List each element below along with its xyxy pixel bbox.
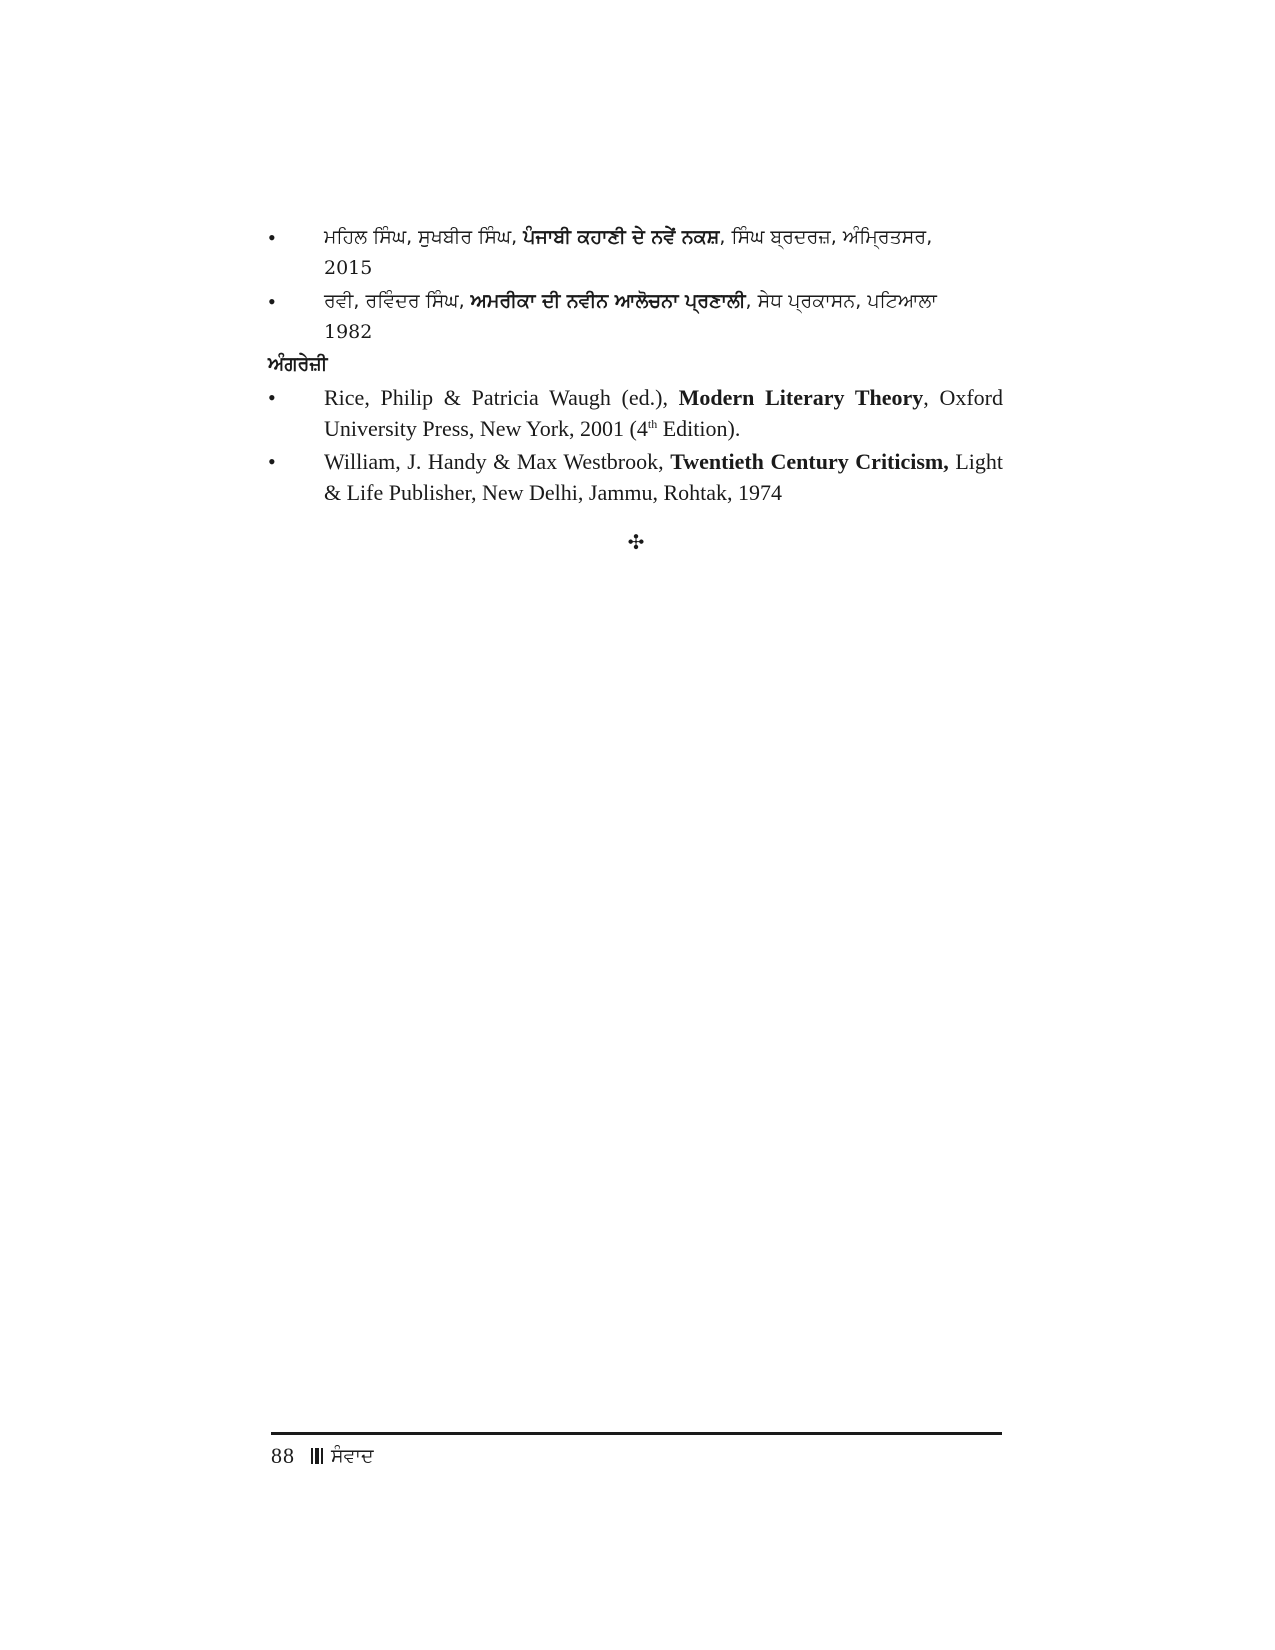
section-heading-english: ਅੰਗਰੇਜ਼ੀ bbox=[268, 353, 328, 375]
reference-authors: ਮਹਿਲ ਸਿੰਘ, ਸੁਖਬੀਰ ਸਿੰਘ, bbox=[324, 226, 524, 248]
reference-list bbox=[268, 222, 1003, 510]
bullet-marker: • bbox=[268, 225, 276, 250]
footer-rule bbox=[271, 1432, 1002, 1435]
ornament-icon: ✣ bbox=[627, 530, 645, 554]
reference-authors: Rice, Philip & Patricia Waugh (ed.), bbox=[324, 385, 679, 410]
reference-year: 2015 bbox=[324, 257, 373, 279]
reference-tail: Edition). bbox=[657, 416, 741, 441]
reference-item-english-2 bbox=[268, 446, 1003, 508]
bullet-marker: • bbox=[268, 449, 276, 474]
reference-text bbox=[324, 222, 1003, 284]
reference-text bbox=[324, 382, 1003, 444]
reference-authors: William, J. Handy & Max Westbrook, bbox=[324, 449, 671, 474]
reference-publisher: Light & Life Publisher, New Delhi, Jammu, Rohtak, 1974 bbox=[324, 449, 1004, 505]
reference-item-punjabi-2 bbox=[268, 286, 1003, 348]
page-footer bbox=[271, 1441, 374, 1471]
reference-title: ਪੰਜਾਬੀ ਕਹਾਣੀ ਦੇ ਨਵੇਂ ਨਕਸ਼ bbox=[523, 226, 720, 248]
reference-text bbox=[324, 286, 1003, 348]
reference-item-punjabi-1 bbox=[268, 222, 1003, 284]
reference-publisher: , ਸਿੰਘ ਬ੍ਰਦਰਜ਼, ਅੰਮ੍ਰਿਤਸਰ, bbox=[719, 226, 933, 248]
reference-text bbox=[324, 446, 1003, 508]
page-number: 88 bbox=[271, 1443, 295, 1468]
reference-title: Twentieth Century Criticism, bbox=[670, 449, 949, 474]
bullet-marker: • bbox=[268, 385, 276, 410]
reference-publisher: , ਸੇਧ ਪ੍ਰਕਾਸਨ, ਪਟਿਆਲਾ bbox=[745, 290, 937, 312]
bullet-marker: • bbox=[268, 289, 276, 314]
journal-name: ਸੰਵਾਦ bbox=[331, 1445, 374, 1467]
reference-item-english-1 bbox=[268, 382, 1003, 444]
reference-title: Modern Literary Theory bbox=[678, 385, 924, 410]
reference-authors: ਰਵੀ, ਰਵਿੰਦਰ ਸਿੰਘ, bbox=[324, 290, 471, 312]
edition-superscript: th bbox=[647, 417, 658, 431]
reference-year: 1982 bbox=[324, 321, 373, 343]
reference-title: ਅਮਰੀਕਾ ਦੀ ਨਵੀਨ ਆਲੋਚਨਾ ਪ੍ਰਣਾਲੀ bbox=[470, 290, 746, 312]
bars-icon bbox=[311, 1448, 325, 1464]
reference-publisher: , Oxford University Press, New York, 2001 (4 bbox=[324, 385, 1004, 441]
